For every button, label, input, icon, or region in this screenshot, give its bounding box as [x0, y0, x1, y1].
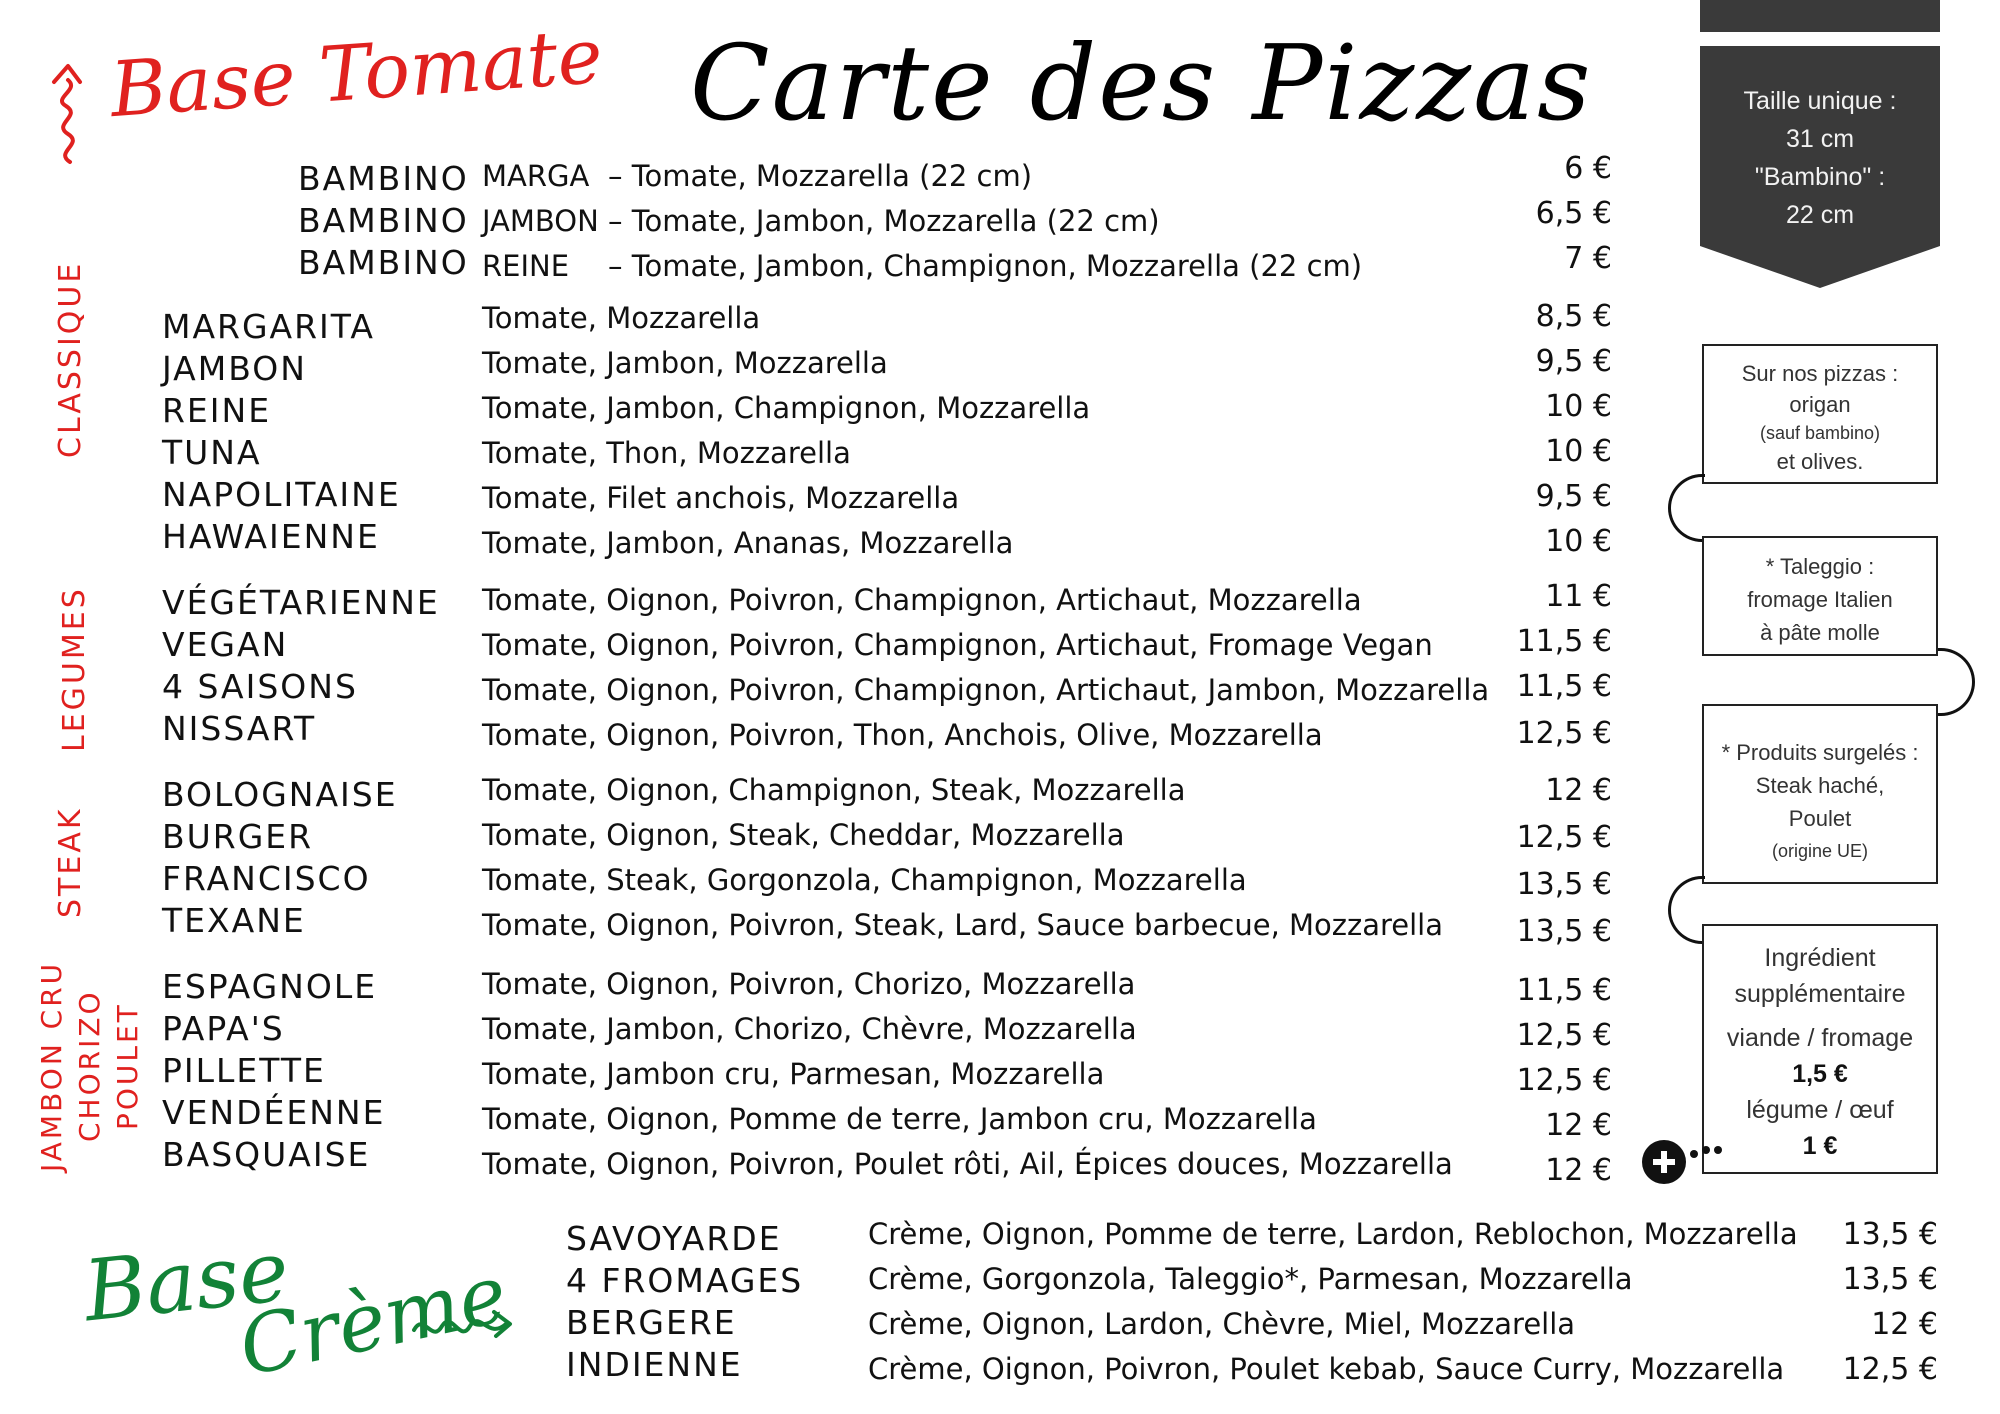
info-line: (origine UE)	[1771, 841, 1869, 861]
pizza-name: FRANCISCO	[162, 859, 371, 898]
pizza-name: NISSART	[162, 709, 317, 748]
pizza-price: 12,5 €	[1516, 820, 1612, 855]
bambino-name: BAMBINO	[298, 201, 469, 240]
bambino-variant: JAMBON	[482, 204, 599, 238]
info-box-taleggio	[1702, 536, 1938, 656]
pizza-ingredients: Tomate, Steak, Gorgonzola, Champignon, Mozzarella	[482, 863, 1247, 897]
pizza-price: 11,5 €	[1516, 669, 1612, 704]
pizza-price: 10 €	[1545, 434, 1612, 469]
info-line: supplémentaire	[1734, 980, 1906, 1008]
squiggle-arrow-up-icon	[46, 58, 92, 170]
pizza-price: 13,5 €	[1516, 867, 1612, 902]
pizza-ingredients: Tomate, Oignon, Poivron, Champignon, Artichaut, Jambon, Mozzarella	[482, 673, 1490, 707]
pizza-price: 12 €	[1545, 1108, 1612, 1143]
connector	[1668, 876, 1705, 944]
info-line: Steak haché,	[1755, 773, 1885, 798]
pizza-price: 9,5 €	[1535, 344, 1612, 379]
pizza-price: 12 €	[1545, 773, 1612, 808]
pizza-ingredients: Tomate, Thon, Mozzarella	[482, 436, 851, 470]
squiggle-arrow-right-icon	[410, 1300, 520, 1350]
pizza-ingredients: Tomate, Oignon, Steak, Cheddar, Mozzarella	[482, 818, 1125, 852]
info-line: légume / œuf	[1746, 1096, 1894, 1124]
pizza-ingredients: Tomate, Oignon, Poivron, Steak, Lard, Sauce barbecue, Mozzarella	[482, 908, 1444, 942]
info-box-origan	[1702, 344, 1938, 484]
pizza-name: VEGAN	[162, 625, 289, 664]
info-line: à pâte molle	[1760, 620, 1880, 645]
pizza-price: 9,5 €	[1535, 479, 1612, 514]
pizza-price: 10 €	[1545, 389, 1612, 424]
banner-line: Taille unique :	[1743, 87, 1897, 115]
pizza-name: TUNA	[162, 433, 262, 472]
pizza-ingredients: Crème, Oignon, Pomme de terre, Lardon, Reblochon, Mozzarella	[868, 1217, 1798, 1251]
pizza-ingredients: Tomate, Oignon, Poivron, Champignon, Artichaut, Mozzarella	[482, 583, 1362, 617]
bambino-price: 7 €	[1564, 241, 1612, 276]
pizza-name: 4 FROMAGES	[566, 1261, 804, 1300]
pizza-price: 13,5 €	[1516, 914, 1612, 949]
pizza-name: BOLOGNAISE	[162, 775, 398, 814]
info-line: Ingrédient	[1764, 944, 1876, 972]
bambino-price: 6,5 €	[1535, 196, 1612, 231]
bambino-desc: – Tomate, Mozzarella (22 cm)	[608, 159, 1033, 193]
top-decor-bar	[1700, 0, 1940, 32]
pizza-ingredients: Tomate, Oignon, Poivron, Champignon, Artichaut, Fromage Vegan	[482, 628, 1433, 662]
pizza-ingredients: Tomate, Jambon, Chorizo, Chèvre, Mozzarella	[482, 1012, 1137, 1046]
pizza-ingredients: Crème, Oignon, Poivron, Poulet kebab, Sauce Curry, Mozzarella	[868, 1352, 1785, 1386]
pizza-ingredients: Crème, Gorgonzola, Taleggio*, Parmesan, Mozzarella	[868, 1262, 1633, 1296]
base-creme-heading: Base	[79, 1221, 294, 1341]
banner-line: 22 cm	[1785, 201, 1855, 229]
pizza-name: JAMBON	[162, 349, 307, 388]
category-legumes: LEGUMES	[57, 586, 92, 752]
base-tomate-heading: Base Tomate	[107, 10, 606, 135]
info-line: origan	[1789, 392, 1851, 417]
pizza-name: NAPOLITAINE	[162, 475, 401, 514]
category-poulet: POULET	[111, 1002, 144, 1130]
pizza-name: BASQUAISE	[162, 1135, 371, 1174]
category-jambon-cru: JAMBON CRU	[35, 960, 68, 1172]
bambino-name: BAMBINO	[298, 243, 469, 282]
category-chorizo: CHORIZO	[73, 989, 106, 1142]
pizza-name: HAWAIENNE	[162, 517, 380, 556]
pizza-name: VÉGÉTARIENNE	[162, 583, 440, 622]
pizza-name: SAVOYARDE	[566, 1219, 782, 1258]
page-title: Carte des Pizzas	[690, 22, 1593, 144]
pizza-price: 12,5 €	[1516, 1063, 1612, 1098]
pizza-ingredients: Tomate, Jambon, Champignon, Mozzarella	[482, 391, 1091, 425]
bambino-name: BAMBINO	[298, 159, 469, 198]
info-line: fromage Italien	[1747, 587, 1893, 612]
pizza-price: 12,5 €	[1842, 1352, 1938, 1387]
pizza-price: 12 €	[1871, 1307, 1938, 1342]
info-box-supplement	[1702, 924, 1938, 1174]
pizza-ingredients: Tomate, Jambon, Mozzarella	[482, 346, 888, 380]
info-box-surgeles	[1702, 704, 1938, 884]
pizza-price: 12,5 €	[1516, 1018, 1612, 1053]
info-line: Sur nos pizzas :	[1741, 361, 1899, 386]
pizza-name: PILLETTE	[162, 1051, 326, 1090]
info-line: viande / fromage	[1726, 1024, 1914, 1052]
supplement-price: 1,5 €	[1792, 1060, 1848, 1088]
pizza-name: TEXANE	[162, 901, 306, 940]
pizza-ingredients: Tomate, Oignon, Poivron, Thon, Anchois, Olive, Mozzarella	[482, 718, 1323, 752]
pizza-price: 10 €	[1545, 524, 1612, 559]
bambino-desc: – Tomate, Jambon, Mozzarella (22 cm)	[608, 204, 1160, 238]
pizza-name: VENDÉENNE	[162, 1093, 386, 1132]
banner-line: 31 cm	[1785, 125, 1855, 153]
size-banner	[1700, 46, 1940, 246]
pizza-name: INDIENNE	[566, 1345, 743, 1384]
pizza-price: 12,5 €	[1516, 716, 1612, 751]
pizza-name: BURGER	[162, 817, 314, 856]
info-line: et olives.	[1776, 449, 1864, 474]
category-steak: STEAK	[53, 806, 88, 918]
info-line: Poulet	[1788, 806, 1852, 831]
pizza-ingredients: Tomate, Oignon, Pomme de terre, Jambon cru, Mozzarella	[482, 1102, 1317, 1136]
pizza-price: 13,5 €	[1842, 1217, 1938, 1252]
info-line: * Taleggio :	[1765, 554, 1875, 579]
pizza-price: 8,5 €	[1535, 299, 1612, 334]
pizza-price: 11,5 €	[1516, 973, 1612, 1008]
pizza-name: BERGERE	[566, 1303, 737, 1342]
pizza-name: MARGARITA	[162, 307, 375, 346]
pizza-ingredients: Tomate, Jambon cru, Parmesan, Mozzarella	[482, 1057, 1105, 1091]
pizza-ingredients: Crème, Oignon, Lardon, Chèvre, Miel, Mozzarella	[868, 1307, 1576, 1341]
pizza-ingredients: Tomate, Mozzarella	[482, 301, 761, 335]
base-creme-heading-2: Crème	[231, 1246, 515, 1395]
banner-line: "Bambino" :	[1754, 163, 1886, 191]
pizza-name: ESPAGNOLE	[162, 967, 378, 1006]
banner-tip	[1700, 246, 1940, 288]
pizza-price: 11,5 €	[1516, 624, 1612, 659]
connector	[1938, 648, 1975, 716]
bambino-variant: MARGA	[482, 159, 590, 193]
pizza-name: 4 SAISONS	[162, 667, 358, 706]
connector	[1668, 474, 1705, 542]
bambino-price: 6 €	[1564, 151, 1612, 186]
supplement-price: 1 €	[1802, 1132, 1838, 1160]
pizza-ingredients: Tomate, Oignon, Poivron, Poulet rôti, Ail, Épices douces, Mozzarella	[482, 1147, 1453, 1181]
plus-icon	[1640, 1136, 1726, 1186]
pizza-name: REINE	[162, 391, 272, 430]
pizza-price: 13,5 €	[1842, 1262, 1938, 1297]
pizza-ingredients: Tomate, Oignon, Poivron, Chorizo, Mozzarella	[482, 967, 1136, 1001]
info-line: (sauf bambino)	[1759, 423, 1881, 443]
pizza-ingredients: Tomate, Jambon, Ananas, Mozzarella	[482, 526, 1014, 560]
pizza-ingredients: Tomate, Oignon, Champignon, Steak, Mozzarella	[482, 773, 1186, 807]
pizza-price: 12 €	[1545, 1153, 1612, 1188]
pizza-price: 11 €	[1545, 579, 1612, 614]
pizza-ingredients: Tomate, Filet anchois, Mozzarella	[482, 481, 960, 515]
bambino-variant: REINE	[482, 249, 570, 283]
bambino-desc: – Tomate, Jambon, Champignon, Mozzarella (22 cm)	[608, 249, 1363, 283]
info-line: * Produits surgelés :	[1721, 740, 1919, 765]
category-classique: CLASSIQUE	[53, 260, 88, 458]
pizza-name: PAPA'S	[162, 1009, 285, 1048]
